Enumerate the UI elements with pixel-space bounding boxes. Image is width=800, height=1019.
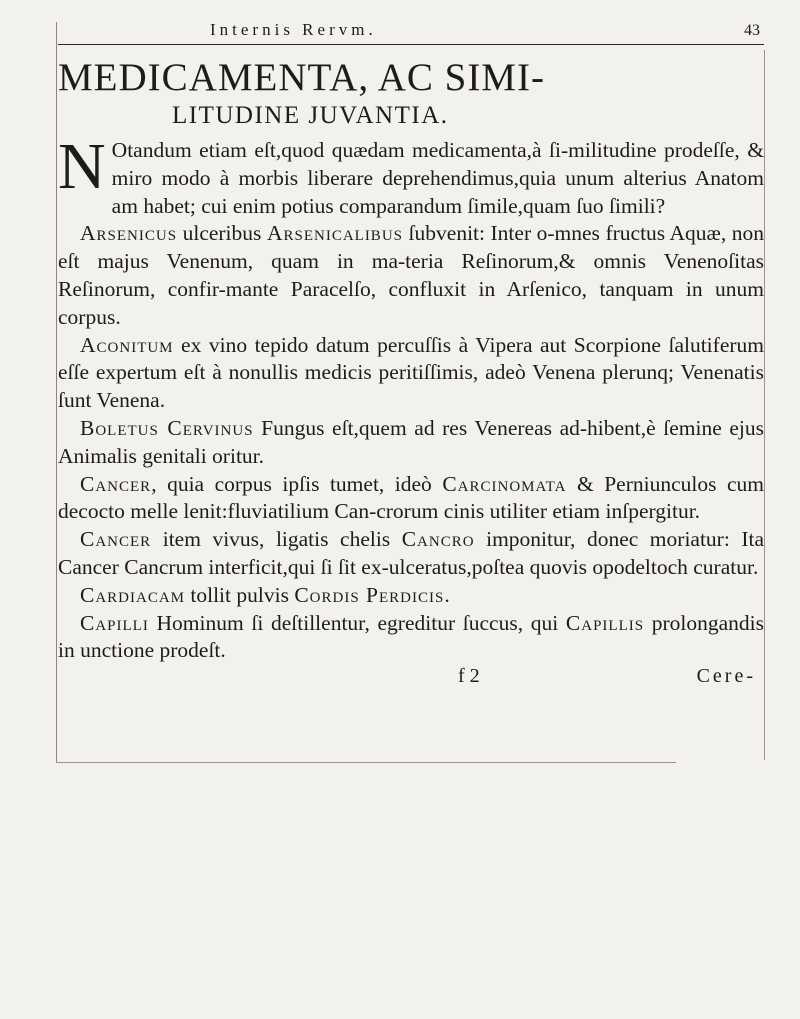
entry-text: Fungus eſt,quem ad res Venereas ad-hibent,è ſemine ejus Animalis genitali oritur. — [58, 415, 764, 468]
entry-term: Cancer — [80, 527, 152, 552]
entry-term: Cardiacam — [80, 582, 186, 607]
entry-text: item vivus, ligatis chelis — [162, 527, 391, 552]
page-footer — [58, 665, 764, 697]
section-title: MEDICAMENTA, AC SIMI- — [58, 56, 545, 99]
page-frame-bottom — [56, 762, 676, 763]
entry-term: Cancro — [401, 527, 475, 552]
page-header — [58, 18, 764, 45]
paragraph-cancer — [58, 471, 764, 527]
page-frame-right — [764, 50, 765, 760]
running-head: Internis Rervm. — [210, 20, 377, 39]
section-subtitle: LITUDINE JUVANTIA. — [172, 102, 449, 129]
entry-term: Cordis Perdicis. — [294, 582, 451, 607]
page-frame-left — [56, 22, 57, 762]
paragraph-cardiacam — [58, 582, 764, 610]
paragraph-intro: NOtandum etiam eſt,quod quædam medicamenta,à ſi-militudine prodeſſe, & miro modo à morbis liberare deprehendimus,quia unum alterius Anatom am habet; cui enim potius comparandum ſimile,quam ſuo ſimili? — [58, 130, 764, 218]
entry-text: & Perniunculos cum decocto melle lenit:fluviatilium Can-crorum cinis utiliter etiam inſpergitur. — [58, 471, 765, 524]
entry-text: , quia corpus ipſis tumet, ideò — [151, 471, 432, 496]
signature-mark: f 2 — [458, 665, 480, 688]
entry-text: Hominum ſi deſtillentur, egreditur ſuccus, qui — [156, 610, 559, 635]
entry-term: Arsenicalibus — [266, 221, 403, 246]
entry-text: tollit pulvis — [190, 582, 289, 607]
entry-term: Arsenicus — [80, 221, 178, 246]
paragraph-cancer-vivus — [58, 526, 764, 582]
entry-text: ex vino tepido datum percuſſis à Vipera aut Scorpione ſalutiferum eſſe expertum eſt à nonullis medicis peritiſſimis, adeò Venena plerunq; Venenatis ſunt Venena. — [58, 332, 764, 413]
paragraph-boletus — [58, 415, 764, 471]
paragraph-capilli — [58, 610, 764, 666]
entry-term: Carcinomata — [442, 471, 567, 496]
entry-text: prolongandis in unctione prodeſt. — [58, 610, 765, 663]
body-text — [58, 130, 765, 665]
entry-term: Capillis — [565, 610, 645, 635]
text-block — [58, 18, 764, 697]
entry-term: Capilli — [80, 610, 149, 635]
paragraph-arsenicus — [58, 220, 764, 331]
entry-term: Cancer — [80, 471, 152, 496]
entry-term: Aconitum — [80, 332, 174, 357]
page-number: 43 — [744, 22, 760, 39]
paragraph-aconitum — [58, 332, 764, 415]
entry-term: Boletus Cervinus — [80, 415, 254, 440]
entry-text: ſubvenit: Inter o-mnes fructus Aquæ, non eſt majus Venenum, quam in ma-teria Reſinorum,& omnis Venenoſitas Reſinorum, confir-mante Paracelſo, confluxit in Arſenico, tanquam in unum corpus. — [58, 221, 765, 329]
entry-text: ulceribus — [182, 221, 262, 246]
entry-text: imponitur, donec moriatur: Ita Cancer Cancrum interficit,qui ſi ſit ex-ulceratus,poſtea quovis opodeltoch curatur. — [58, 527, 765, 579]
catchword: Cere- — [696, 665, 756, 688]
